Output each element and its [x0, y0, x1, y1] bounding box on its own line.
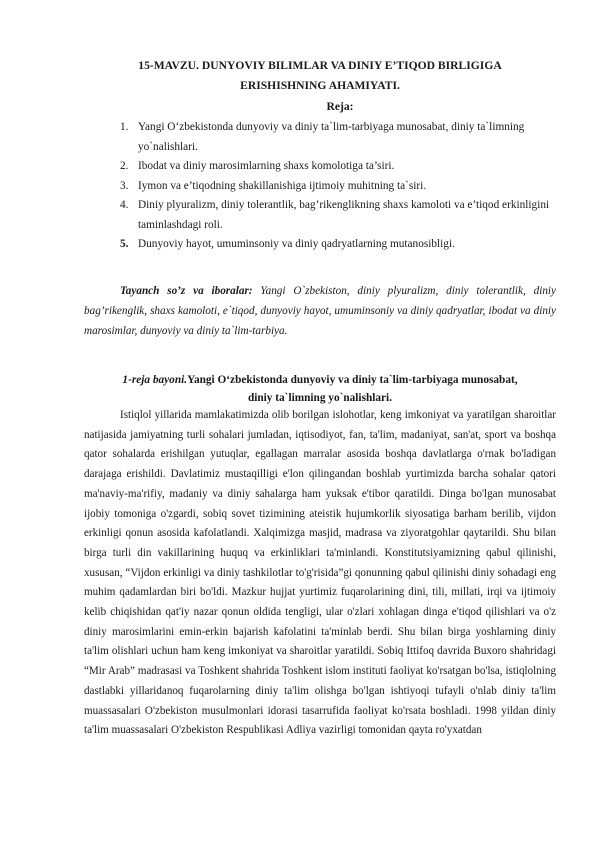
keywords-label: Tayanch so’z va iboralar: — [120, 285, 253, 297]
plan-item-text: Iymon va e’tiqodning shakillanishiga ijtimoiy muhitning ta`siri. — [138, 179, 427, 192]
plan-item — [120, 177, 560, 197]
plan-item-text: Ibodat va diniy marosimlarning shaxs komolotiga ta’siri. — [138, 160, 395, 172]
plan-list — [120, 118, 560, 255]
plan-item — [120, 235, 560, 255]
document-title-line2: ERISHISHNING AHAMIYATI. — [240, 79, 400, 92]
plan-item-number: 3. — [120, 179, 129, 192]
plan-item-number: 1. — [120, 121, 129, 133]
plan-item-number: 4. — [120, 199, 129, 211]
plan-item-number: 2. — [120, 160, 129, 172]
plan-item-text: Diniy plyuralizm, diniy tolerantlik, bag’rikenglikning shaxs kamoloti va e’tiqod erkinligini taminlashdagi roli. — [138, 199, 550, 231]
plan-item-text: Yangi O‘zbekistonda dunyoviy va diniy ta`lim-tarbiyaga munosabat, diniy ta`limning yo`nalishlari. — [138, 121, 525, 153]
section-heading — [84, 371, 556, 389]
plan-item — [120, 118, 560, 157]
plan-item — [120, 157, 560, 177]
section-label: 1-reja bayoni. — [122, 374, 188, 386]
plan-item-text: Dunyoviy hayot, umuminsoniy va diniy qadryatlarning mutanosibligi. — [138, 238, 455, 250]
section-title-line1: Yangi O‘zbekistonda dunyoviy va diniy ta`lim-tarbiyaga munosabat, — [187, 374, 518, 386]
keywords-paragraph — [84, 281, 556, 341]
body-paragraph-text: Istiqlol yillarida mamlakatimizda olib borilgan islohotlar, keng imkoniyat va yaratilgan sharoitlar natijasida jamiyatning turli sohalari jumladan, iqtisodiyot, fan, ta'lim, madaniyat, san'at, sport va boshqa qator sohalarda erishilgan yutuqlar, egallagan marralar asosida boshqa davlatlarga o'rnak bo'ladigan darajaga erishildi. Davlatimiz mustaqilligi e'lon qilingandan boshlab yurtimizda barcha sohalar qatori ma'naviy-ma'rifiy, madaniy va diniy sahalarga ham yuksak e'tibor qaratildi. Dinga bo'lgan munosabat ijobiy tomoniga o'zgardi, sobiq sovet tizimining ateistik hujumkorlik siyosatiga barham berilib, vijdon erkinligi qonun asosida kafolatlandi. Xalqimizga masjid, madrasa va ziyoratgohlar qaytarildi. Shu bilan birga turli din vakillarining huquq va erkinliklari ta'minlandi. Konstitutsiyamizning qabul qilinishi, xususan, “Vijdon erkinligi va diniy tashkilotlar to'g'risida”gi qonunning qabul qilinishi diniy sohadagi eng muhim qadamlardan biri bo'ldi. Mazkur hujjat yurtimiz fuqarolarining dini, tili, millati, irqi va ijtimoiy kelib chiqishidan qat'iy nazar qonun oldida tengligi, ular o'zlari xohlagan dinga e'tiqod qilishlari va o'z diniy marosimlarini emin-erkin bajarish kafolatini ta'minlab berdi. Shu bilan birga yoshlarning diniy ta'lim olishlari uchun ham keng imkoniyat va sharoitlar yaratildi. Sobiq Ittifoq davrida Buxoro shahridagi “Mir Arab” madrasasi va Toshkent shahrida Toshkent islom instituti faoliyat ko'rsatgan bo'lsa, istiqlolning dastlabki yillaridanoq fuqarolarning diniy ta'lim olishga bo'lgan ishtiyoqi tufayli o'nlab diniy ta'lim muassasalari O'zbekiston musulmonlari idorasi tasarrufida faoliyat ko'rsata boshladi. 1998 yildan diniy ta'lim muassasalari O'zbekiston Respublikasi Adliya vazirligi tomonidan qayta ro'yxatdan — [84, 409, 556, 737]
body-paragraph — [84, 406, 556, 741]
document-title-line1: 15-MAVZU. DUNYOVIY BILIMLAR VA DINIY E’TIQOD BIRLIGIGA — [138, 59, 502, 72]
plan-item-number: 5. — [120, 238, 129, 250]
plan-heading: Reja: — [326, 100, 354, 113]
plan-item — [120, 196, 560, 235]
keywords-text: Yangi O`zbekiston, diniy plyuralizm, diniy tolerantlik, diniy bag’rikenglik, shaxs kamoloti, e`tiqod, dunyoviy hayot, umuminsoniy va diniy qadryatlar, ibodat va diniy marosimlar, dunyoviy va diniy ta`lim-tarbiya. — [84, 285, 557, 337]
section-title-line2: diniy ta`limning yo`nalishlari. — [247, 392, 393, 404]
